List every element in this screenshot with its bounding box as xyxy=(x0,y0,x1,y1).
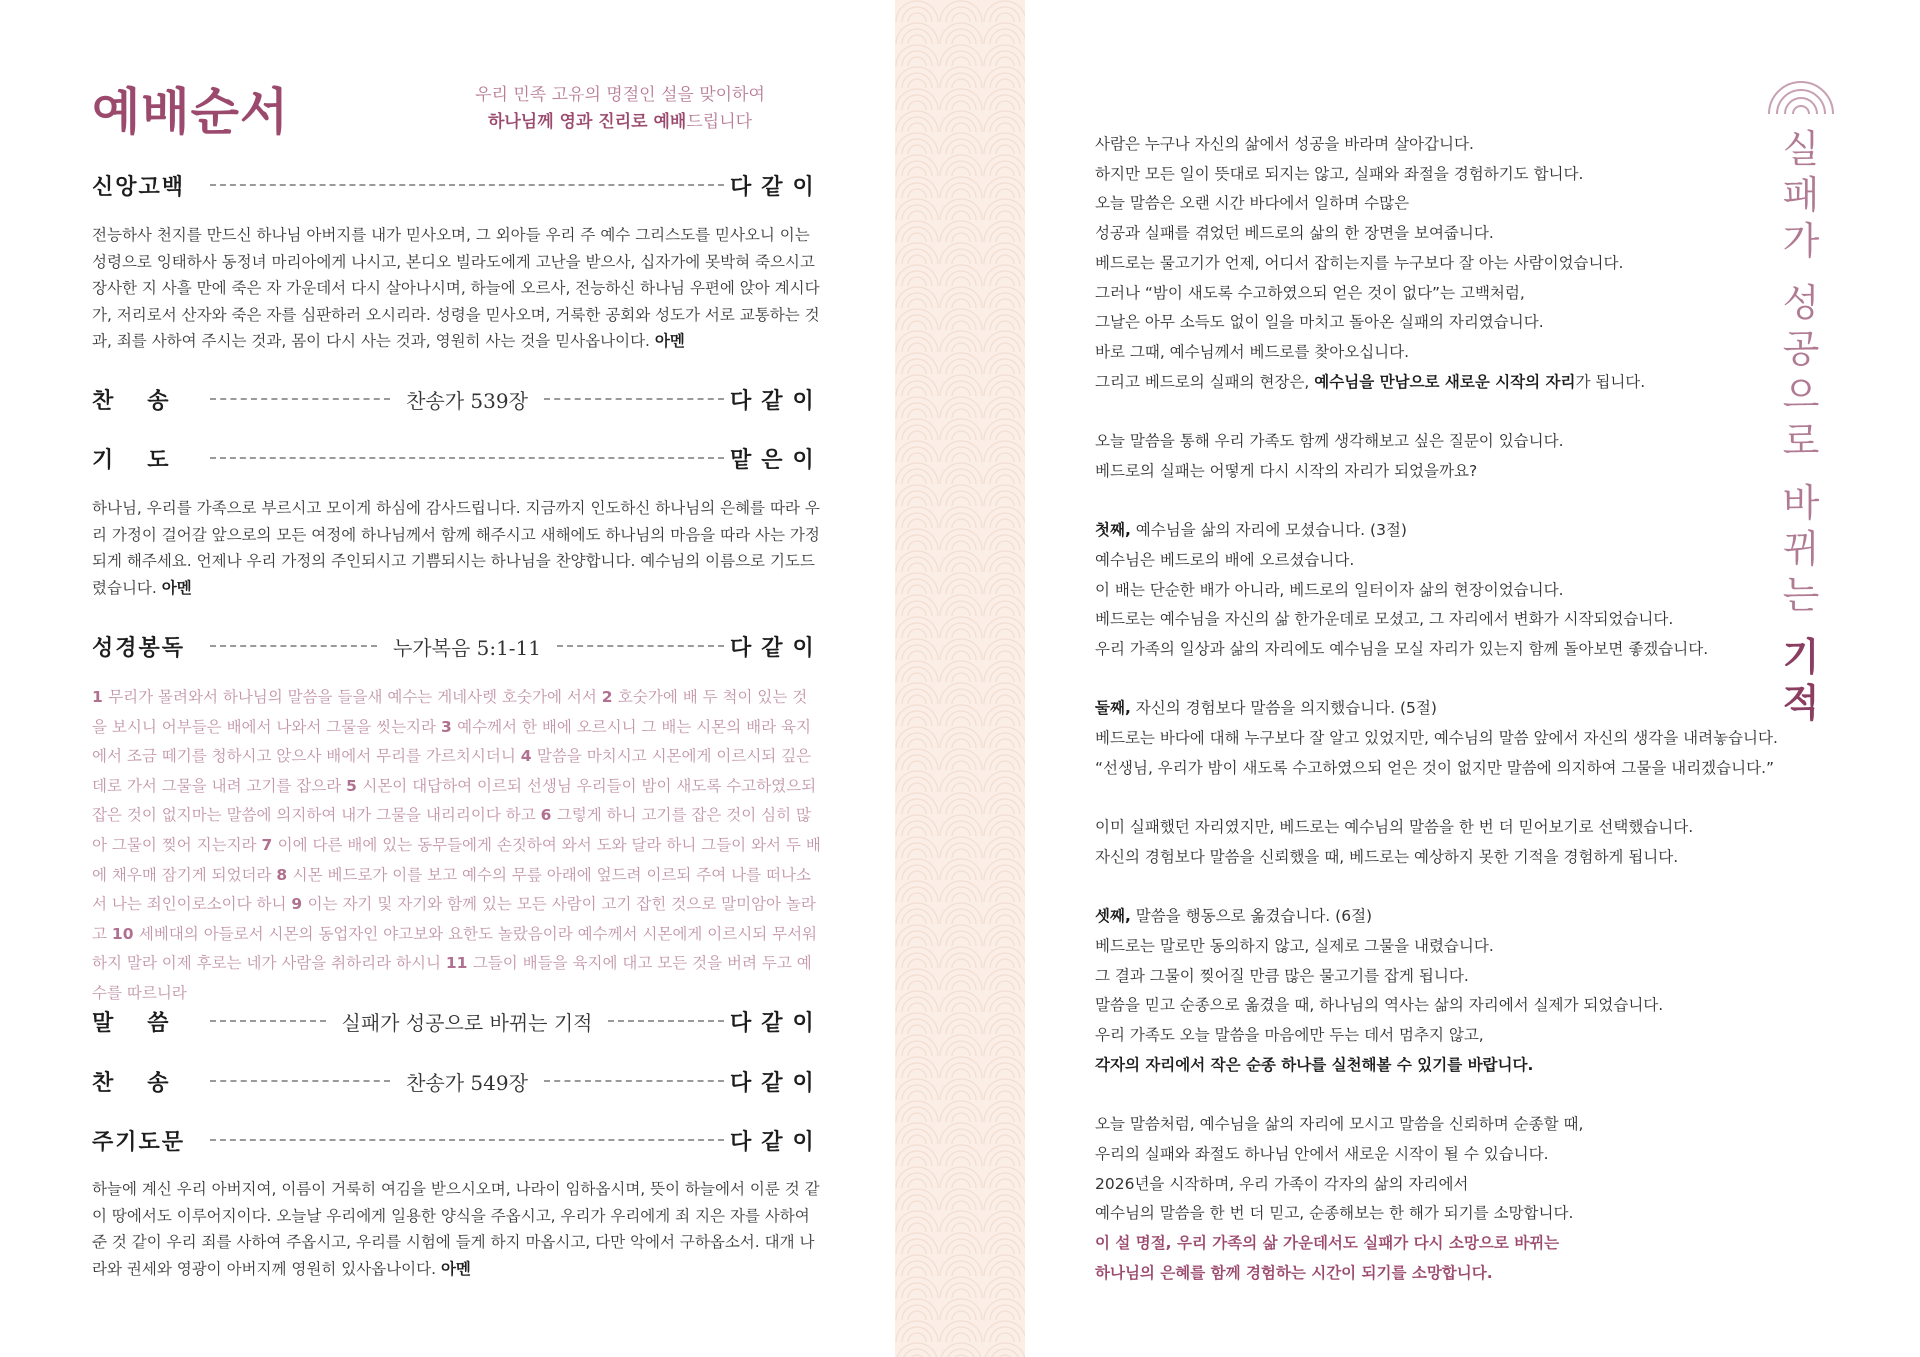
dash-leader xyxy=(210,398,390,400)
intro-last-line: 그리고 베드로의 실패의 현장은, 예수님을 만남으로 새로운 시작의 자리가 됩니다. xyxy=(1095,372,1646,391)
verse-number: 8 xyxy=(276,865,293,884)
sermon-line: 이미 실패했던 자리였지만, 베드로는 예수님의 말씀을 한 번 더 믿어보기로 선택했습니다. xyxy=(1095,818,1694,837)
sermon-text xyxy=(1095,130,1815,1288)
order-performer: 맡은이 xyxy=(730,447,824,473)
point-3-heading: 셋째, 말씀을 행동으로 옮겼습니다. (6절) xyxy=(1095,907,1373,926)
order-performer: 다같이 xyxy=(730,1010,824,1036)
order-row-creed xyxy=(92,169,822,201)
order-label: 말씀 xyxy=(92,1010,203,1036)
order-detail: 찬송가 539장 xyxy=(406,388,528,413)
order-label: 신앙고백 xyxy=(92,174,186,200)
sermon-line: 말씀을 믿고 순종으로 옮겼을 때, 하나님의 역사는 삶의 자리에서 실제가 되었습니다. xyxy=(1095,996,1664,1015)
lords-prayer-text: 하늘에 계신 우리 아버지여, 이름이 거룩히 여김을 받으시오며, 나라이 임하옵시며, 뜻이 하늘에서 이룬 것 같이 땅에서도 이루어지이다. 오늘날 우리에게 일용한 양식을 주옵시고, 우리가 우리에게 죄 지은 자를 사하여 준 것 같이 우리 죄를 사하여 주옵시고, 우리를 시험에 들게 하지 마옵시고, 다만 악에서 구하옵소서. 대개 나라와 권세와 영광이 아버지께 영원히 있사옵나이다. 아멘 xyxy=(92,1180,820,1278)
rainbow-icon xyxy=(1765,76,1837,116)
verse-text: 무리가 몰려와서 하나님의 말씀을 들을새 예수는 게네사렛 호숫가에 서서 xyxy=(108,688,602,706)
point-2-heading: 둘째, 자신의 경험보다 말씀을 의지했습니다. (5절) xyxy=(1095,699,1437,718)
title-char: 로 xyxy=(1782,419,1820,463)
verse-text: 시몬 베드로가 이를 보고 예수의 무릎 아래에 엎드려 이르되 주여 나를 떠나소서 나는 죄인이로소이다 하니 xyxy=(92,865,811,914)
order-performer: 다같이 xyxy=(730,174,824,200)
sermon-line: 자신의 경험보다 말씀을 신뢰했을 때, 베드로는 예상하지 못한 기적을 경험하게 됩니다. xyxy=(1095,847,1679,866)
sermon-line: 우리의 실패와 좌절도 하나님 안에서 새로운 시작이 될 수 있습니다. xyxy=(1095,1144,1549,1163)
question-paragraph xyxy=(1095,427,1815,486)
verse-text: 예수께서 한 배에 오르시니 그 배는 시몬의 배라 육지에서 조금 떼기를 청하시고 앉으사 배에서 무리를 가르치시더니 xyxy=(92,717,811,766)
verse-text: 세베대의 아들로서 시몬의 동업자인 야고보와 요한도 놀랐음이라 예수께서 시몬에게 이르시되 무서워하지 말라 이제 후로는 네가 사람을 취하리라 하시니 xyxy=(92,924,818,973)
dash-leader xyxy=(544,1080,724,1082)
verse-number: 1 xyxy=(92,688,109,706)
point-3-body xyxy=(1095,932,1815,1051)
order-row-prayer xyxy=(92,442,822,474)
sermon-line: 우리 가족도 오늘 말씀을 마음에만 두는 데서 멈추지 않고, xyxy=(1095,1026,1484,1045)
verse-text: 이에 다른 배에 있는 동무들에게 손짓하여 와서 도와 달라 하니 그들이 와서 두 배에 채우매 잠기게 되었더라 xyxy=(92,835,821,884)
order-label: 성경봉독 xyxy=(92,635,186,661)
verse-number: 4 xyxy=(520,747,537,766)
title-char: 는 xyxy=(1782,573,1820,617)
title-char: 바 xyxy=(1782,481,1820,525)
point-1-heading: 첫째, 예수님을 삶의 자리에 모셨습니다. (3절) xyxy=(1095,521,1407,540)
dash-leader xyxy=(210,457,724,459)
sermon-line: 이 설 명절, 우리 가족의 삶 가운데서도 실패가 다시 소망으로 바뀌는 xyxy=(1095,1233,1560,1252)
verse-number: 11 xyxy=(445,954,473,973)
order-row-sermon xyxy=(92,1005,822,1037)
verse-number: 5 xyxy=(346,776,363,795)
dash-leader xyxy=(210,645,377,647)
sermon-line: 우리 가족의 일상과 삶의 자리에도 예수님을 모실 자리가 있는지 함께 돌아보면 좋겠습니다. xyxy=(1095,639,1709,658)
sermon-line: 사람은 누구나 자신의 삶에서 성공을 바라며 살아갑니다. xyxy=(1095,135,1474,153)
sermon-line: 예수님의 말씀을 한 번 더 믿고, 순종해보는 한 해가 되기를 소망합니다. xyxy=(1095,1204,1574,1223)
sermon-line: 이 배는 단순한 배가 아니라, 베드로의 일터이자 삶의 현장이었습니다. xyxy=(1095,580,1564,599)
order-row-scripture xyxy=(92,630,822,662)
order-label: 찬송 xyxy=(92,388,203,414)
sermon-line: 그 결과 그물이 찢어질 만큼 많은 물고기를 잡게 됩니다. xyxy=(1095,966,1469,985)
page-title: 예배순서 xyxy=(92,82,290,141)
subtitle xyxy=(440,82,800,136)
verse-number: 3 xyxy=(440,717,458,736)
point-2-body-continued xyxy=(1095,813,1815,872)
sermon-line: 하나님의 은혜를 함께 경험하는 시간이 되기를 소망합니다. xyxy=(1095,1263,1493,1282)
creed-text: 전능하사 천지를 만드신 하나님 아버지를 내가 믿사오며, 그 외아들 우리 주 예수 그리스도를 믿사오니 이는 성령으로 잉태하사 동정녀 마리아에게 나시고, 본디오 빌라도에게 고난을 받으사, 십자가에 못박혀 죽으시고 장사한 지 사흘 만에 죽은 자 가운데서 다시 살아나시며, 하늘에 오르사, 전능하신 하나님 우편에 앉아 계시다가, 저리로서 산자와 죽은 자를 심판하러 오시리라. 성령을 믿사오며, 거룩한 공회와 성도가 서로 교통하는 것과, 죄를 사하여 주시는 것과, 몸이 다시 사는 것과, 영원히 사는 것을 믿사옵나이다. 아멘 xyxy=(92,226,820,350)
dash-leader xyxy=(608,1020,724,1022)
sermon-line: 베드로의 실패는 어떻게 다시 시작의 자리가 되었을까요? xyxy=(1095,461,1478,480)
decorative-wave-band xyxy=(895,0,1025,1357)
verse-number: 2 xyxy=(601,688,618,706)
dash-leader xyxy=(557,645,724,647)
sermon-line: 베드로는 물고기가 언제, 어디서 잡히는지를 누구보다 잘 아는 사람이었습니다. xyxy=(1095,253,1624,272)
sermon-line: 예수님은 베드로의 배에 오르셨습니다. xyxy=(1095,550,1355,569)
point-1-body xyxy=(1095,546,1815,665)
order-row-lords-prayer xyxy=(92,1124,822,1156)
point-2-body xyxy=(1095,724,1815,783)
verse-number: 7 xyxy=(261,835,278,854)
title-char-strong: 기 xyxy=(1782,635,1820,679)
point-3-emphasis: 각자의 자리에서 작은 순종 하나를 실천해볼 수 있기를 바랍니다. xyxy=(1095,1055,1534,1074)
verse-text: 호숫가에 배 두 척이 있는 것을 보시니 어부들은 배에서 나와서 그물을 씻는지라 xyxy=(92,688,808,736)
sermon-line: 그날은 아무 소득도 없이 일을 마치고 돌아온 실패의 자리였습니다. xyxy=(1095,313,1544,332)
verse-number: 10 xyxy=(111,924,139,943)
order-detail: 찬송가 549장 xyxy=(406,1070,528,1095)
sermon-line: “선생님, 우리가 밤이 새도록 수고하였으되 얻은 것이 없지만 말씀에 의지하여 그물을 내리겠습니다.” xyxy=(1095,758,1775,777)
title-char: 가 xyxy=(1782,219,1820,263)
title-char: 성 xyxy=(1782,281,1820,325)
verse-text: 시몬이 대답하여 이르되 선생님 우리들이 밤이 새도록 수고하였으되 잡은 것이 없지마는 말씀에 의지하여 내가 그물을 내리리이다 하고 xyxy=(92,776,817,825)
order-detail: 누가복음 5:1-11 xyxy=(392,635,542,660)
verse-text: 그렇게 하니 고기를 잡은 것이 심히 많아 그물이 찢어 지는지라 xyxy=(92,806,811,854)
sermon-line: 그러나 “밤이 새도록 수고하였으되 얻은 것이 없다”는 고백처럼, xyxy=(1095,283,1525,302)
sermon-line: 오늘 말씀처럼, 예수님을 삶의 자리에 모시고 말씀을 신뢰하며 순종할 때, xyxy=(1095,1115,1584,1134)
dash-leader xyxy=(210,1020,326,1022)
order-row-hymn-2 xyxy=(92,1065,822,1097)
vertical-title xyxy=(1776,126,1826,726)
left-page xyxy=(0,0,895,1357)
prayer-text: 하나님, 우리를 가족으로 부르시고 모이게 하심에 감사드립니다. 지금까지 인도하신 하나님의 은혜를 따라 우리 가정이 걸어갈 앞으로의 모든 여정에 하나님께서 함께 해주시고 새해에도 하나님의 마음을 따라 사는 가정되게 해주세요. 언제나 우리 가정의 주인되시고 기쁨되시는 하나님을 찬양합니다. 예수님의 이름으로 기도드렸습니다. 아멘 xyxy=(92,499,820,597)
order-performer: 다같이 xyxy=(730,1129,824,1155)
title-char-strong: 적 xyxy=(1782,681,1820,725)
order-performer: 다같이 xyxy=(730,1070,824,1096)
title-char: 으 xyxy=(1782,373,1820,417)
title-char: 실 xyxy=(1782,127,1820,171)
order-performer: 다같이 xyxy=(730,388,824,414)
order-row-hymn-1 xyxy=(92,383,822,415)
sermon-line: 오늘 말씀을 통해 우리 가족도 함께 생각해보고 싶은 질문이 있습니다. xyxy=(1095,432,1564,451)
closing-paragraph xyxy=(1095,1110,1815,1229)
closing-blessing xyxy=(1095,1229,1815,1288)
title-char: 패 xyxy=(1782,173,1820,217)
verse-number: 9 xyxy=(291,895,308,914)
sermon-line: 2026년을 시작하며, 우리 가족이 각자의 삶의 자리에서 xyxy=(1095,1174,1469,1193)
order-detail: 실패가 성공으로 바뀌는 기적 xyxy=(341,1010,593,1035)
title-char: 공 xyxy=(1782,327,1820,371)
order-performer: 다같이 xyxy=(730,635,824,661)
title-char xyxy=(1776,464,1826,480)
dash-leader xyxy=(210,1139,724,1141)
title-char xyxy=(1776,264,1826,280)
order-label: 주기도문 xyxy=(92,1129,186,1155)
sermon-line: 베드로는 예수님을 자신의 삶 한가운데로 모셨고, 그 자리에서 변화가 시작되었습니다. xyxy=(1095,610,1674,629)
scripture-passage xyxy=(92,683,822,1009)
dash-leader xyxy=(210,184,724,186)
title-char xyxy=(1776,618,1826,634)
sermon-line: 바로 그때, 예수님께서 베드로를 찾아오십니다. xyxy=(1095,342,1410,361)
right-page xyxy=(1025,0,1920,1357)
verse-text: 그들이 배들을 육지에 대고 모든 것을 버려 두고 예수를 따르니라 xyxy=(92,954,812,1002)
dash-leader xyxy=(210,1080,390,1082)
sermon-line: 성공과 실패를 겪었던 베드로의 삶의 한 장면을 보여줍니다. xyxy=(1095,224,1494,243)
sermon-line: 오늘 말씀은 오랜 시간 바다에서 일하며 수많은 xyxy=(1095,194,1410,213)
subtitle-line-1: 우리 민족 고유의 명절인 설을 맞이하여 xyxy=(475,85,765,105)
verse-text: 말씀을 마치시고 시몬에게 이르시되 깊은 데로 가서 그물을 내려 고기를 잡으라 xyxy=(92,747,812,795)
title-char: 뀌 xyxy=(1782,527,1820,571)
verse-text: 이는 자기 및 자기와 함께 있는 모든 사람이 고기 잡힌 것으로 말미암아 놀라고 xyxy=(92,895,816,943)
order-label: 기도 xyxy=(92,447,203,473)
sermon-line: 하지만 모든 일이 뜻대로 되지는 않고, 실패와 좌절을 경험하기도 합니다. xyxy=(1095,164,1584,183)
sermon-line: 베드로는 말로만 동의하지 않고, 실제로 그물을 내렸습니다. xyxy=(1095,936,1494,955)
verse-number: 6 xyxy=(540,806,557,825)
intro-paragraph xyxy=(1095,130,1815,368)
sermon-line: 베드로는 바다에 대해 누구보다 잘 알고 있었지만, 예수님의 말씀 앞에서 자신의 생각을 내려놓습니다. xyxy=(1095,729,1778,748)
dash-leader xyxy=(544,398,724,400)
subtitle-line-2: 하나님께 영과 진리로 예배드립니다 xyxy=(487,112,753,132)
order-label: 찬송 xyxy=(92,1070,203,1096)
